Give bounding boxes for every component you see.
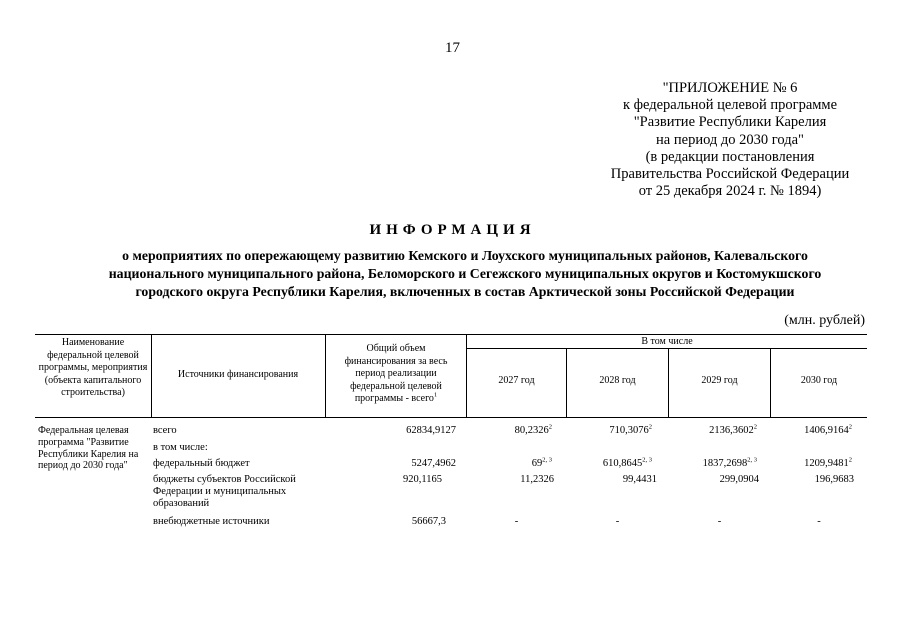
row-value: [770, 458, 852, 471]
row-value: [470, 474, 554, 487]
header-year: 2030 год: [800, 375, 838, 386]
value-text: 610,8645: [602, 458, 643, 469]
row-total: 920,1165: [403, 474, 442, 485]
header-including: В том числе: [641, 336, 693, 347]
row-value: [570, 425, 652, 438]
value-text: 69: [531, 458, 543, 469]
appendix-line: "ПРИЛОЖЕНИЕ № 6: [662, 80, 798, 96]
row-total: 5247,4962: [411, 458, 456, 469]
value-text: 196,9683: [814, 474, 854, 485]
header-name: Наименование федеральной целевой программы, мероприятия (объекта капитального строительства): [38, 337, 148, 398]
value-text: 2136,3602: [709, 425, 754, 436]
row-value: [672, 474, 759, 487]
value-text: 1837,2698: [702, 458, 748, 469]
row-total: 62834,9127: [406, 425, 456, 436]
subtitle-line: о мероприятиях по опережающему развитию Кемского и Лоухского муниципальных районов, Калевальского: [122, 248, 808, 263]
appendix-header: [560, 80, 900, 200]
row-source: бюджеты субъектов Российской Федерации и муниципальных образований: [153, 474, 296, 509]
table-top-border: [35, 334, 867, 335]
value-note: 2: [848, 423, 852, 431]
header-year: 2028 год: [599, 375, 636, 386]
row-value: [470, 425, 552, 438]
row-value: [570, 458, 652, 471]
header-year: 2029 год: [701, 375, 738, 386]
value-text: 1209,9481: [804, 458, 849, 469]
row-total: 56667,3: [411, 516, 446, 527]
row-source: федеральный бюджет: [153, 458, 250, 469]
header-total-text: Общий объем финансирования за весь период реализации федеральной целевой программы - всего: [344, 343, 448, 404]
value-note: 2: [848, 456, 852, 464]
document-title: ИНФОРМАЦИЯ: [369, 222, 536, 238]
row-value: [672, 425, 757, 438]
header-total: [330, 343, 462, 406]
row-value: -: [717, 516, 722, 527]
appendix-line: "Развитие Республики Карелия: [633, 114, 827, 131]
table-header-border: [35, 417, 867, 418]
value-text: 1406,9164: [804, 425, 849, 436]
row-value: [770, 474, 854, 487]
appendix-line: (в редакции постановления: [645, 148, 815, 165]
document-subtitle: [60, 247, 870, 301]
row-value: [570, 474, 657, 487]
subtitle-line: национального муниципального района, Беломорского и Сегежского муниципальных округов и Костомукшского: [108, 266, 822, 281]
row-source: в том числе:: [153, 442, 208, 453]
column-divider: [325, 334, 326, 417]
header-source: Источники финансирования: [177, 369, 299, 380]
row-value: -: [615, 516, 620, 527]
page-number: 17: [445, 40, 460, 56]
header-total-note: 1: [433, 391, 438, 399]
value-note: 2: [753, 423, 757, 431]
value-text: 99,4431: [622, 474, 657, 485]
row-value: [470, 458, 552, 471]
value-note: 2: [648, 423, 652, 431]
subtitle-line: городского округа Республики Карелия, включенных в состав Арктической зоны Российской Федерации: [135, 284, 795, 299]
row-source: всего: [153, 425, 177, 436]
row-source: внебюджетные источники: [153, 516, 270, 527]
value-text: 11,2326: [520, 474, 554, 485]
value-text: 80,2326: [514, 425, 549, 436]
value-note: 2, 3: [542, 456, 552, 464]
value-note: 2, 3: [642, 456, 652, 464]
appendix-line: на период до 2030 года": [656, 131, 804, 148]
value-note: 2, 3: [747, 456, 757, 464]
row-value: -: [514, 516, 519, 527]
appendix-line: к федеральной целевой программе: [622, 97, 838, 114]
appendix-line: от 25 декабря 2024 г. № 1894): [638, 183, 822, 200]
appendix-line: Правительства Российской Федерации: [610, 166, 850, 183]
unit-label: (млн. рублей): [784, 313, 865, 328]
value-text: 299,0904: [719, 474, 759, 485]
header-year: 2027 год: [498, 375, 535, 386]
row-value: [770, 425, 852, 438]
program-name: Федеральная целевая программа "Развитие Республики Карелия на период до 2030 года": [38, 425, 139, 472]
row-value: [672, 458, 757, 471]
value-text: 710,3076: [609, 425, 649, 436]
value-note: 2: [548, 423, 552, 431]
row-value: -: [817, 516, 821, 527]
